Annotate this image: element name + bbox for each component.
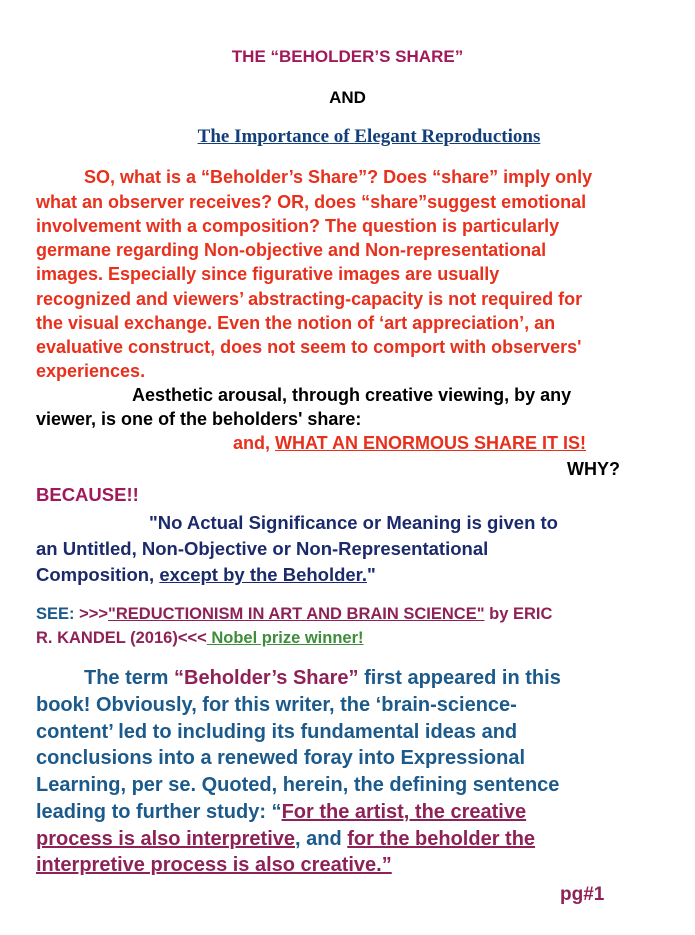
intro-line: germane regarding Non-objective and Non-representational [36, 240, 547, 260]
intro-line: what an observer receives? OR, does “share”suggest emotional [36, 192, 587, 212]
nobel-prize-link[interactable]: Nobel prize winner! [206, 629, 364, 647]
closing-line: content’ led to including its fundamental ideas and [36, 721, 518, 743]
why-label: WHY? [567, 459, 620, 479]
document-title: THE “BEHOLDER’S SHARE” [231, 47, 464, 66]
closing-line: conclusions into a renewed foray into Expressional [36, 747, 526, 769]
enormous-share-link[interactable]: WHAT AN ENORMOUS SHARE IT IS! [275, 433, 587, 453]
except-by-beholder-link[interactable]: except by the Beholder. [159, 564, 368, 585]
closing-line [36, 854, 392, 877]
quote-line: an Untitled, Non-Objective or Non-Representational [36, 538, 489, 559]
closing-lead: leading to further study: “ [36, 801, 282, 823]
author-name: R. KANDEL (2016)<<< [36, 629, 207, 647]
intro-line: the visual exchange. Even the notion of ‘art appreciation’, an [36, 313, 556, 333]
page-number: pg#1 [560, 884, 605, 905]
because-label: BECAUSE!! [36, 484, 139, 505]
closing-suffix: first appeared in this [358, 667, 561, 689]
intro-line: images. Especially since figurative images are usually [36, 264, 500, 284]
closing-line: Learning, per se. Quoted, herein, the defining sentence [36, 774, 560, 796]
intro-line: SO, what is a “Beholder’s Share”? Does “share” imply only [84, 167, 593, 187]
document-subtitle: The Importance of Elegant Reproductions [197, 126, 541, 147]
beholders-share-term: “Beholder’s Share” [174, 667, 359, 689]
title-conjunction: AND [329, 88, 366, 107]
arousal-line: viewer, is one of the beholders' share: [36, 409, 362, 429]
by-author: by ERIC [484, 605, 553, 623]
closing-and: , and [295, 828, 348, 850]
beholder-link[interactable]: for the beholder the [347, 828, 536, 850]
closing-line [36, 801, 526, 824]
intro-line: evaluative construct, does not seem to comport with observers' [36, 337, 582, 357]
arousal-exclamation [233, 433, 586, 454]
see-line [36, 605, 552, 624]
arousal-prefix: and, [233, 433, 276, 453]
interpretive-creative-link[interactable]: interpretive process is also creative.” [36, 854, 392, 876]
intro-line: recognized and viewers’ abstracting-capacity is not required for [36, 289, 583, 309]
arousal-line: Aesthetic arousal, through creative viewing, by any [132, 385, 572, 405]
intro-line: involvement with a composition? The question is particularly [36, 216, 560, 236]
closing-prefix: The term [84, 667, 175, 689]
see-arrows-open: >>> [79, 605, 109, 623]
quote-prefix: Composition, [36, 564, 160, 585]
closing-line [36, 828, 535, 851]
quote-line [36, 564, 376, 586]
closing-line: book! Obviously, for this writer, the ‘brain-science- [36, 694, 517, 716]
closing-line [84, 667, 561, 690]
intro-line: experiences. [36, 361, 146, 381]
see-label: SEE: [36, 605, 80, 623]
quote-suffix: " [367, 564, 376, 585]
creative-process-link[interactable]: For the artist, the creative [281, 801, 527, 823]
quote-line: "No Actual Significance or Meaning is given to [149, 512, 558, 533]
book-title-link[interactable]: "REDUCTIONISM IN ART AND BRAIN SCIENCE" [108, 605, 485, 623]
interpretive-link[interactable]: process is also interpretive [36, 828, 296, 850]
see-line [36, 629, 364, 648]
